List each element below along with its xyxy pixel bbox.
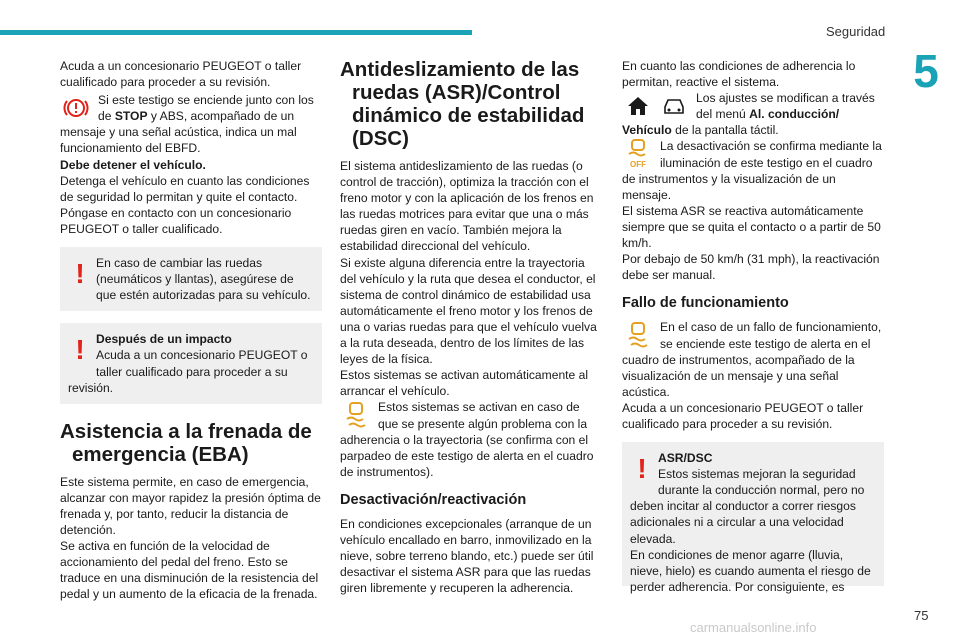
page-number: 75 — [914, 608, 929, 623]
svg-text:OFF: OFF — [630, 160, 646, 170]
exclamation-icon: ! — [75, 334, 85, 366]
paragraph: Este sistema permite, en caso de emergencia, alcanzar con mayor rapidez la presión óptima de frenada y, por tanto, reducir la distancia de detención. — [60, 474, 321, 537]
stop-instruction: Debe detener el vehículo. — [60, 157, 206, 172]
paragraph: En condiciones excepcionales (arranque de un vehículo encallado en barro, inmovilizado en la nieve, sobre terreno blando, etc.) puede ser útil desactivar el sistema ASR para que las ruedas giren libremente y recuperen la adherencia. — [340, 516, 594, 596]
header-accent-bar — [0, 30, 472, 35]
esc-skid-icon — [340, 399, 372, 431]
paragraph: Detenga el vehículo en cuanto las condiciones de seguridad lo permitan y quite el contacto. — [60, 173, 310, 204]
note-text: Acuda a un concesionario PEUGEOT o taller cualificado para proceder a su revisión. — [68, 348, 308, 395]
paragraph: Se activa en función de la velocidad de accionamiento del pedal del freno. Esto se traduce en una disminución de la resistencia del pedal y un aumento de la eficacia de la frenada. — [60, 539, 319, 602]
car-icon — [658, 90, 690, 122]
chapter-number: 5 — [892, 40, 960, 102]
heading-deactivation: Desactivación/reactivación — [340, 491, 527, 508]
paragraph: Estos sistemas se activan en caso de que se presente algún problema con la adherencia o la trayectoria (se confirma con el parpadeo de este testigo de alerta en el cuadro de instrumentos). — [340, 400, 594, 479]
home-icon — [622, 90, 654, 122]
exclamation-icon: ! — [75, 258, 85, 290]
note-text: Estos sistemas mejoran la seguridad durante la conducción normal, pero no deben incitar al conductor a correr riesgos adicionales ni a circular a una velocidad elevada. — [630, 467, 865, 546]
exclamation-icon: ! — [637, 453, 647, 485]
paragraph: Acuda a un concesionario PEUGEOT o taller cualificado para proceder a su revisión. — [60, 59, 302, 90]
paragraph: Acuda a un concesionario PEUGEOT o taller cualificado para proceder a su revisión. — [622, 400, 864, 431]
paragraph: Por debajo de 50 km/h (31 mph), la reactivación debe ser manual. — [622, 252, 880, 283]
note-title: Después de un impacto — [96, 332, 232, 347]
note-text: En caso de cambiar las ruedas (neumáticos y llantas), asegúrese de que estén autorizadas para su vehículo. — [96, 256, 311, 303]
note-box-asr-dsc — [622, 442, 884, 594]
heading-eba: Asistencia a la frenada de emergencia (EBA) — [60, 419, 312, 466]
brake-warning-icon — [60, 92, 92, 124]
watermark: carmanualsonline.info — [690, 620, 817, 635]
note-box-impact — [60, 323, 322, 403]
menu-icon-pair — [622, 90, 690, 122]
section-title: Seguridad — [826, 24, 886, 39]
paragraph: La desactivación se confirma mediante la iluminación de este testigo en el cuadro de instrumentos y la visualización de un mensaje. — [622, 139, 882, 202]
column-2 — [340, 58, 602, 596]
heading-asr-dsc: Antideslizamiento de las ruedas (ASR)/Control dinámico de estabilidad (DSC) — [340, 58, 585, 150]
esc-off-icon — [622, 138, 654, 170]
paragraph: Los ajustes se modifican a través del menú Al. conducción/ Vehículo de la pantalla táctil. — [622, 91, 875, 138]
note-text: En condiciones de menor agarre (lluvia, nieve, hielo) es cuando aumenta el riesgo de perder adherencia. Por consiguiente, es — [630, 547, 871, 594]
paragraph: En el caso de un fallo de funcionamiento, se enciende este testigo de alerta en el cuadro de instrumentos, acompañado de la visualización de un mensaje y una señal acústica. — [622, 320, 882, 399]
paragraph: Estos sistemas se activan automáticamente al arrancar el vehículo. — [340, 368, 589, 399]
heading-malfunction: Fallo de funcionamiento — [622, 295, 789, 312]
paragraph: El sistema antideslizamiento de las ruedas (o control de tracción), optimiza la tracción con el freno motor y con la aplicación de los frenos en las ruedas motrices para evitar que una o más ruedas giren en vacío. También mejora la estabilidad direccional del vehículo. — [340, 159, 594, 254]
paragraph: En cuanto las condiciones de adherencia lo permitan, reactive el sistema. — [622, 59, 856, 90]
paragraph: Póngase en contacto con un concesionario PEUGEOT o taller cualificado. — [60, 205, 292, 236]
esc-skid-icon — [622, 319, 654, 351]
column-3 — [622, 58, 884, 598]
note-box-wheels — [60, 247, 322, 311]
note-title: ASR/DSC — [658, 451, 713, 466]
paragraph: Si existe alguna diferencia entre la trayectoria del vehículo y la ruta que desea el conductor, el sistema de control dinámico de estabilidad usa automáticamente el freno motor y los frenos de una o varias ruedas para que el vehículo vuelva a la ruta deseada, dentro de los límites de las leyes de la física. — [340, 255, 597, 367]
paragraph: El sistema ASR se reactiva automáticamente siempre que se quita el contacto o a partir de 50 km/h. — [622, 203, 881, 251]
brake-warning-text: Si este testigo se enciende junto con los de STOP y ABS, acompañado de un mensaje y una señal acústica, indica un mal funcionamiento del EBFD. — [60, 93, 314, 156]
column-1 — [60, 58, 322, 602]
